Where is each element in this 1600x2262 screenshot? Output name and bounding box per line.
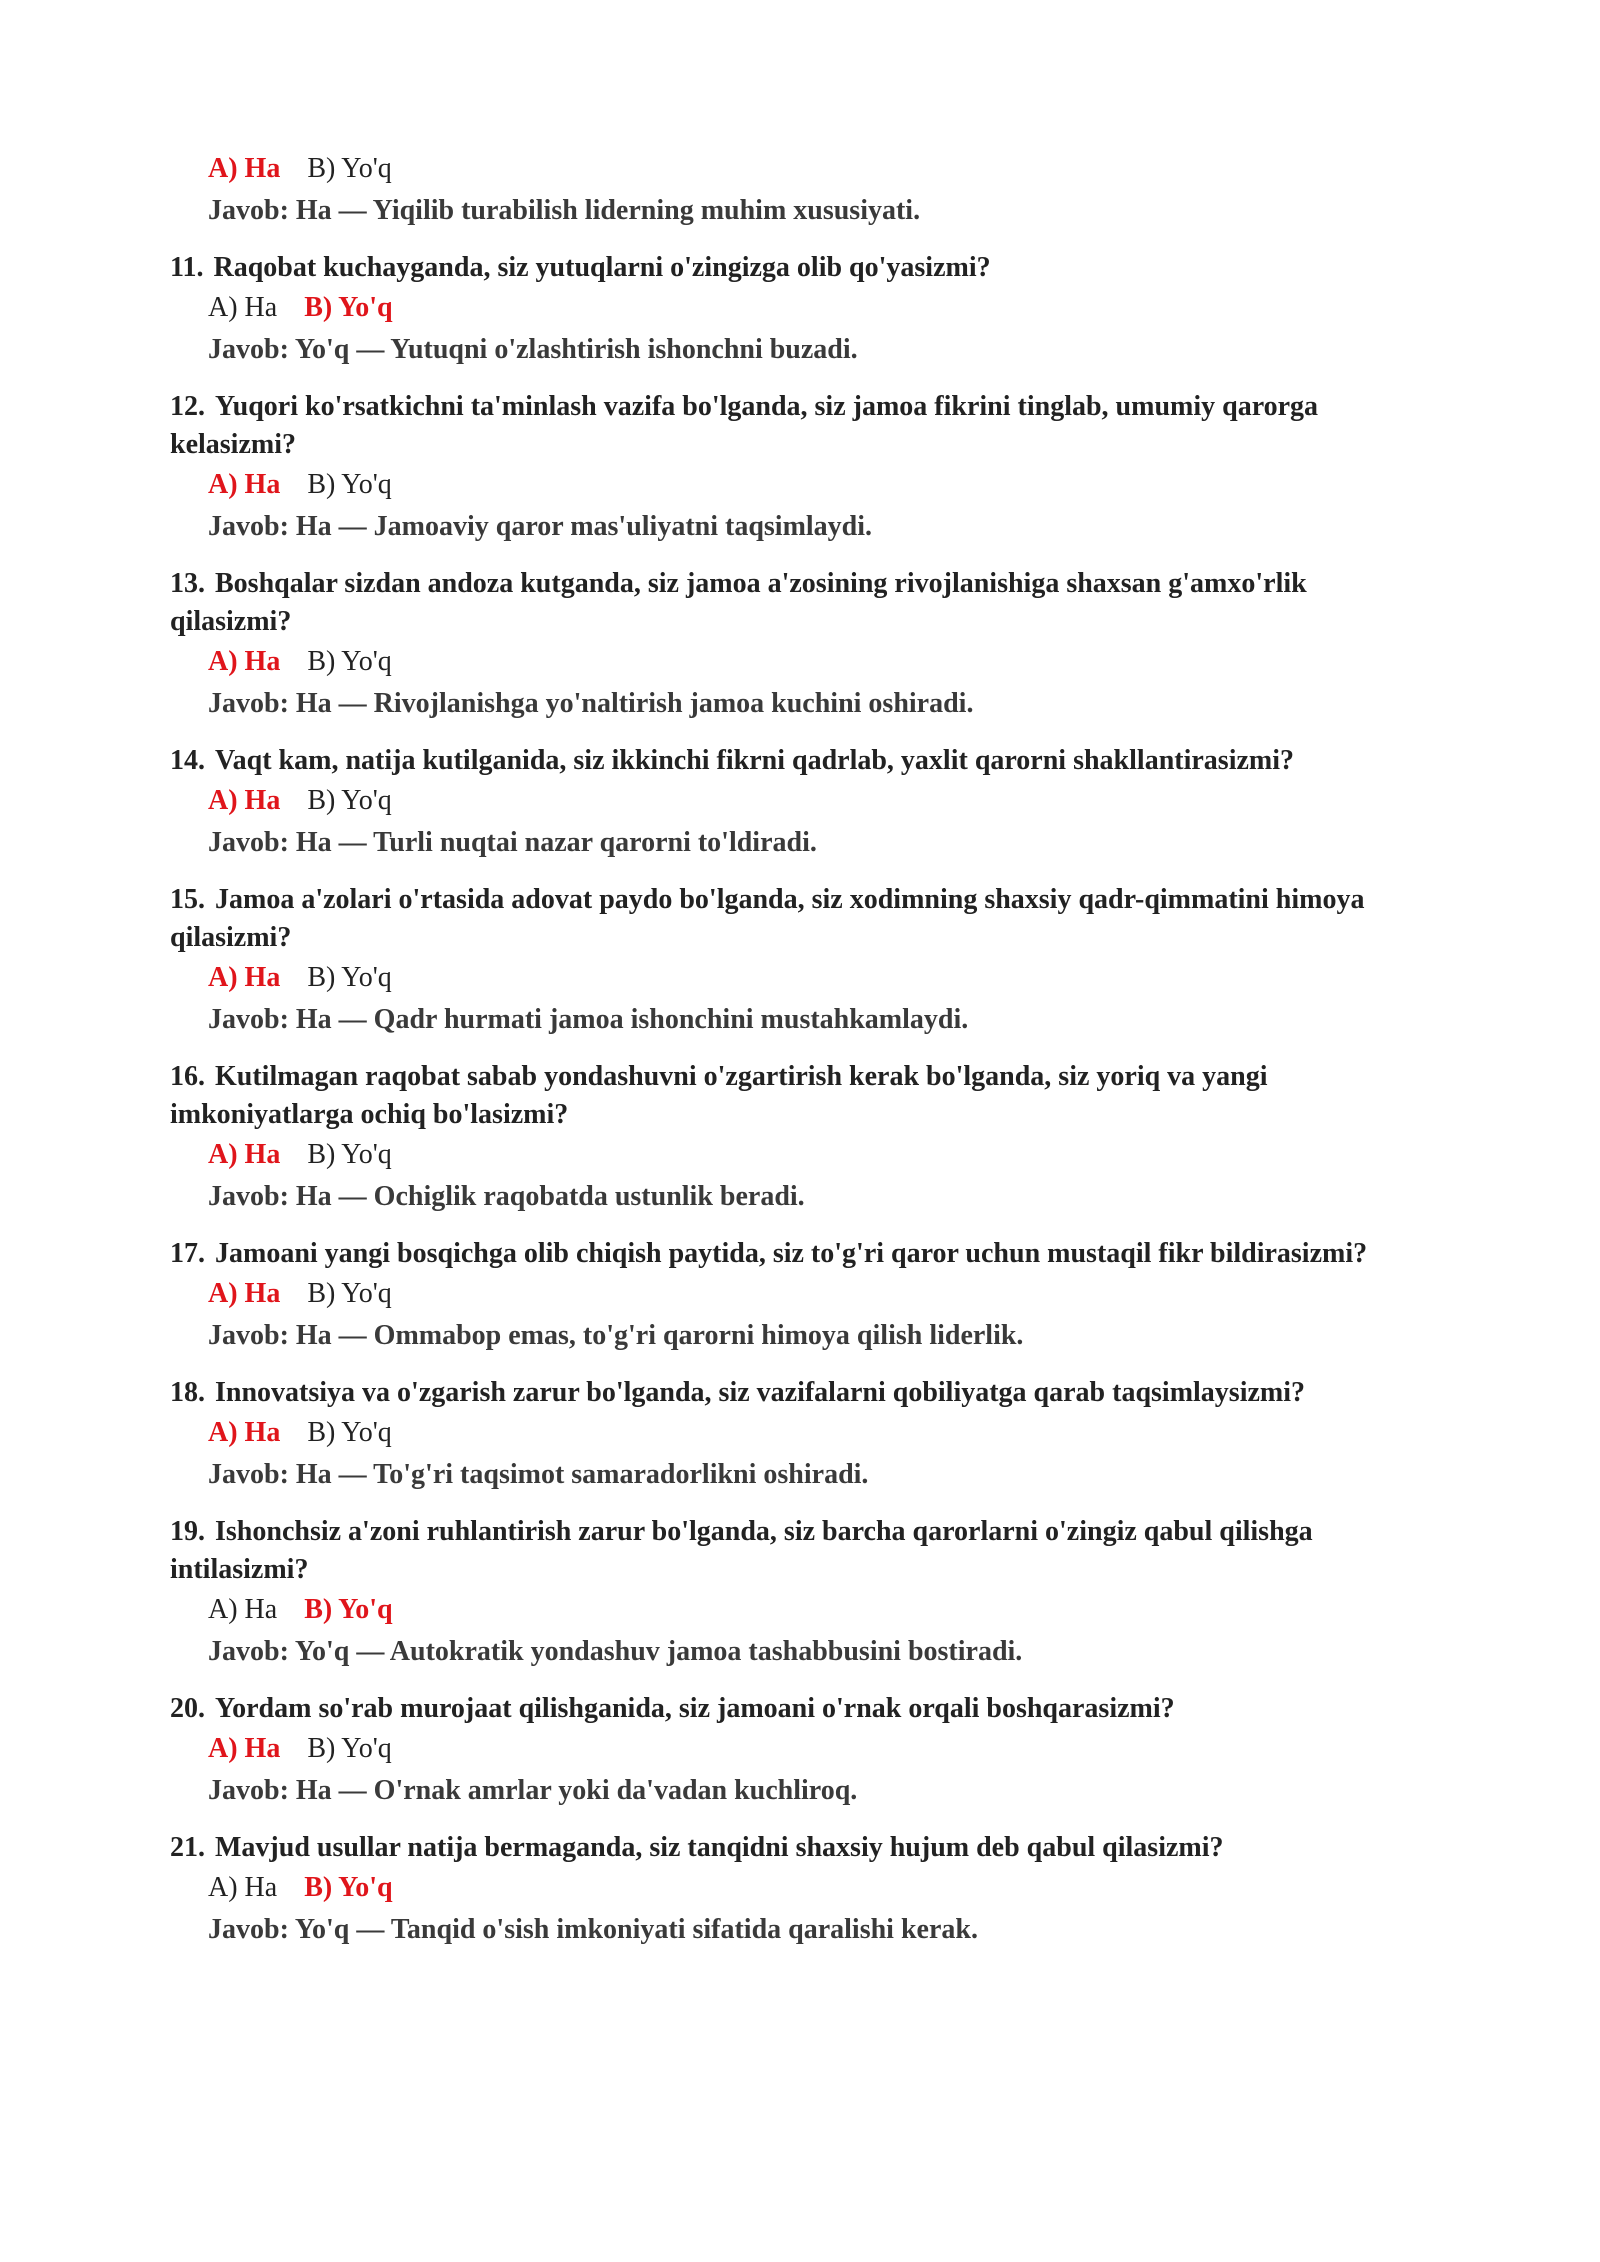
question-number: 18. <box>170 1377 205 1408</box>
option-a: A) Ha <box>208 153 281 184</box>
question-body: Jamoani yangi bosqichga olib chiqish paytida, siz to'g'ri qaror uchun mustaqil fikr bildirasizmi? <box>215 1238 1368 1269</box>
answer-options <box>170 1728 1410 1770</box>
option-b: B) Yo'q <box>307 153 392 184</box>
option-a: A) Ha <box>208 469 281 500</box>
question-item-18 <box>170 1374 1410 1496</box>
option-a: A) Ha <box>208 646 281 677</box>
question-number: 11. <box>170 252 204 283</box>
option-a: A) Ha <box>208 785 281 816</box>
option-a: A) Ha <box>208 1417 281 1448</box>
question-body: Jamoa a'zolari o'rtasida adovat paydo bo'lganda, siz xodimning shaxsiy qadr-qimmatini himoya qilasizmi? <box>170 884 1365 953</box>
question-number: 15. <box>170 884 205 915</box>
question-body: Ishonchsiz a'zoni ruhlantirish zarur bo'lganda, siz barcha qarorlarni o'zingiz qabul qilishga intilasizmi? <box>170 1516 1313 1585</box>
question-body: Boshqalar sizdan andoza kutganda, siz jamoa a'zosining rivojlanishiga shaxsan g'amxo'rlik qilasizmi? <box>170 568 1307 637</box>
question-text <box>170 881 1415 957</box>
question-number: 21. <box>170 1832 205 1863</box>
answer-options <box>170 641 1410 683</box>
option-a: A) Ha <box>208 292 278 323</box>
answer-explanation: Javob: Ha — Ochiglik raqobatda ustunlik beradi. <box>208 1181 805 1212</box>
question-body: Kutilmagan raqobat sabab yondashuvni o'zgartirish kerak bo'lganda, siz yoriq va yangi imkoniyatlarga ochiq bo'lasizmi? <box>170 1061 1268 1130</box>
question-body: Vaqt kam, natija kutilganida, siz ikkinchi fikrni qadrlab, yaxlit qarorni shakllantirasizmi? <box>215 745 1294 776</box>
question-number: 16. <box>170 1061 205 1092</box>
option-a: A) Ha <box>208 1733 281 1764</box>
question-text <box>170 1058 1415 1134</box>
answer-explanation: Javob: Ha — Rivojlanishga yo'naltirish jamoa kuchini oshiradi. <box>208 688 974 719</box>
answer-explanation: Javob: Yo'q — Yutuqni o'zlashtirish ishonchni buzadi. <box>208 334 858 365</box>
question-item-17 <box>170 1235 1410 1357</box>
option-b: B) Yo'q <box>307 785 392 816</box>
answer-options <box>170 464 1410 506</box>
question-list <box>170 249 1410 1951</box>
question-item-14 <box>170 742 1410 864</box>
answer-options <box>170 1273 1410 1315</box>
answer-explanation: Javob: Ha — Ommabop emas, to'g'ri qarorni himoya qilish liderlik. <box>208 1320 1024 1351</box>
question-number: 12. <box>170 391 205 422</box>
question-text <box>170 1829 1415 1867</box>
question-body: Innovatsiya va o'zgarish zarur bo'lganda, siz vazifalarni qobiliyatga qarab taqsimlaysizmi? <box>215 1377 1306 1408</box>
answer-explanation: Javob: Ha — To'g'ri taqsimot samaradorlikni oshiradi. <box>208 1459 869 1490</box>
answer-explanation: Javob: Ha — Yiqilib turabilish liderning muhim xususiyati. <box>208 195 921 226</box>
question-body: Mavjud usullar natija bermaganda, siz tanqidni shaxsiy hujum deb qabul qilasizmi? <box>215 1832 1224 1863</box>
question-text <box>170 388 1415 464</box>
answer-options <box>170 1412 1410 1454</box>
option-b: B) Yo'q <box>307 962 392 993</box>
option-b: B) Yo'q <box>304 1594 393 1625</box>
option-a: A) Ha <box>208 1139 281 1170</box>
question-item-13 <box>170 565 1410 725</box>
question-text <box>170 1513 1415 1589</box>
question-item-11 <box>170 249 1410 371</box>
question-body: Raqobat kuchayganda, siz yutuqlarni o'zingizga olib qo'yasizmi? <box>213 252 991 283</box>
option-a: A) Ha <box>208 1872 278 1903</box>
question-number: 20. <box>170 1693 205 1724</box>
question-body: Yuqori ko'rsatkichni ta'minlash vazifa bo'lganda, siz jamoa fikrini tinglab, umumiy qarorga kelasizmi? <box>170 391 1319 460</box>
question-text <box>170 1690 1415 1728</box>
question-text <box>170 1235 1415 1273</box>
option-b: B) Yo'q <box>307 646 392 677</box>
question-10-tail <box>170 148 1410 232</box>
answer-explanation: Javob: Ha — Jamoaviy qaror mas'uliyatni taqsimlaydi. <box>208 511 873 542</box>
answer-explanation: Javob: Ha — Turli nuqtai nazar qarorni to'ldiradi. <box>208 827 817 858</box>
question-item-19 <box>170 1513 1410 1673</box>
option-b: B) Yo'q <box>304 1872 393 1903</box>
question-number: 17. <box>170 1238 205 1269</box>
answer-options <box>170 1867 1410 1909</box>
question-number: 14. <box>170 745 205 776</box>
question-number: 19. <box>170 1516 205 1547</box>
option-a: A) Ha <box>208 962 281 993</box>
option-b: B) Yo'q <box>307 1733 392 1764</box>
option-b: B) Yo'q <box>307 469 392 500</box>
question-item-16 <box>170 1058 1410 1218</box>
answer-options <box>170 957 1410 999</box>
question-text <box>170 1374 1415 1412</box>
answer-options <box>170 287 1410 329</box>
question-item-20 <box>170 1690 1410 1812</box>
answer-options <box>170 780 1410 822</box>
question-body: Yordam so'rab murojaat qilishganida, siz jamoani o'rnak orqali boshqarasizmi? <box>215 1693 1175 1724</box>
option-b: B) Yo'q <box>307 1278 392 1309</box>
option-b: B) Yo'q <box>307 1417 392 1448</box>
answer-explanation: Javob: Ha — O'rnak amrlar yoki da'vadan kuchliroq. <box>208 1775 858 1806</box>
answer-explanation: Javob: Yo'q — Autokratik yondashuv jamoa tashabbusini bostiradi. <box>208 1636 1023 1667</box>
question-number: 13. <box>170 568 205 599</box>
answer-options <box>170 148 1410 190</box>
question-item-21 <box>170 1829 1410 1951</box>
answer-options <box>170 1134 1410 1176</box>
answer-options <box>170 1589 1410 1631</box>
document-page <box>170 148 1410 1951</box>
answer-explanation: Javob: Ha — Qadr hurmati jamoa ishonchini mustahkamlaydi. <box>208 1004 969 1035</box>
answer-explanation: Javob: Yo'q — Tanqid o'sish imkoniyati sifatida qaralishi kerak. <box>208 1914 978 1945</box>
question-text <box>170 742 1415 780</box>
option-b: B) Yo'q <box>304 292 393 323</box>
option-a: A) Ha <box>208 1594 278 1625</box>
question-item-12 <box>170 388 1410 548</box>
option-a: A) Ha <box>208 1278 281 1309</box>
question-item-15 <box>170 881 1410 1041</box>
question-text <box>170 565 1415 641</box>
option-b: B) Yo'q <box>307 1139 392 1170</box>
question-text <box>170 249 1415 287</box>
